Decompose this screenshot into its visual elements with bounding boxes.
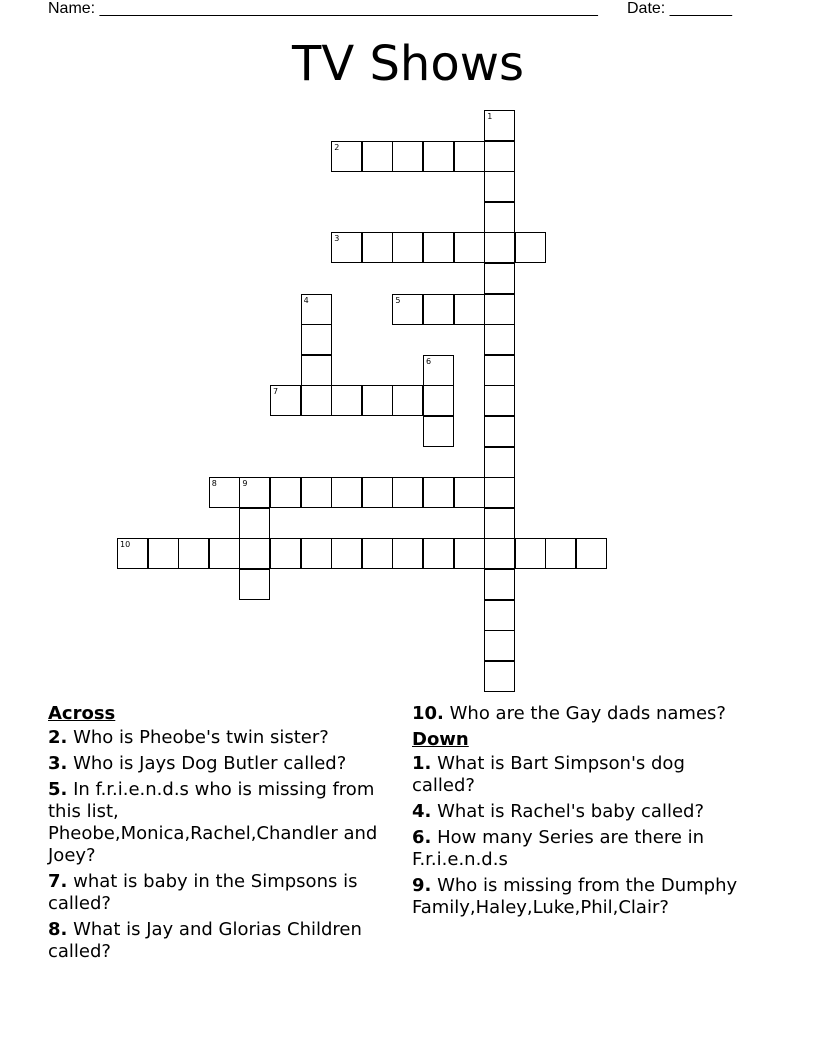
grid-cell[interactable]	[423, 477, 454, 508]
grid-cell-8[interactable]	[209, 477, 240, 508]
clue-item-text: What is Jay and Glorias Children called?	[48, 919, 362, 962]
clue-item-text: What is Bart Simpson's dog called?	[412, 753, 685, 796]
grid-cell[interactable]	[301, 355, 332, 386]
grid-cell[interactable]	[362, 232, 393, 263]
grid-cell[interactable]	[484, 630, 515, 661]
grid-cell[interactable]	[484, 447, 515, 478]
grid-cell[interactable]	[484, 661, 515, 692]
clue-item-number: 3.	[48, 753, 68, 774]
clue-item	[412, 753, 752, 797]
clue-number: 7	[273, 387, 279, 397]
grid-cell[interactable]	[239, 508, 270, 539]
grid-cell[interactable]	[454, 141, 485, 172]
across-heading: Across	[48, 703, 116, 724]
grid-cell[interactable]	[270, 538, 301, 569]
grid-cell[interactable]	[423, 232, 454, 263]
grid-cell[interactable]	[484, 355, 515, 386]
grid-cell[interactable]	[392, 385, 423, 416]
clue-item	[48, 919, 388, 963]
grid-cell[interactable]	[484, 385, 515, 416]
grid-cell[interactable]	[301, 538, 332, 569]
clue-number: 6	[426, 356, 432, 366]
grid-cell-9[interactable]	[239, 477, 270, 508]
date-field-label: Date: _______	[627, 0, 732, 17]
clue-item-text: Who are the Gay dads names?	[443, 703, 726, 724]
grid-cell-10[interactable]	[117, 538, 148, 569]
grid-cell[interactable]	[423, 385, 454, 416]
clue-number: 10	[120, 540, 131, 550]
grid-cell[interactable]	[484, 538, 515, 569]
grid-cell-1[interactable]	[484, 110, 515, 141]
grid-cell[interactable]	[362, 141, 393, 172]
clue-number: 4	[303, 295, 309, 305]
clues-right-column	[412, 703, 752, 923]
clue-item-text: Who is Jays Dog Butler called?	[67, 753, 347, 774]
grid-cell[interactable]	[484, 569, 515, 600]
clue-number: 5	[395, 295, 401, 305]
clue-item-number: 8.	[48, 919, 68, 940]
grid-cell[interactable]	[392, 477, 423, 508]
grid-cell[interactable]	[301, 477, 332, 508]
grid-cell[interactable]	[239, 538, 270, 569]
clue-item	[412, 801, 752, 823]
grid-cell-6[interactable]	[423, 355, 454, 386]
grid-cell-4[interactable]	[301, 294, 332, 325]
grid-cell[interactable]	[423, 294, 454, 325]
grid-cell[interactable]	[515, 232, 546, 263]
grid-cell[interactable]	[423, 538, 454, 569]
clue-item-text: What is Rachel's baby called?	[431, 801, 705, 822]
grid-cell[interactable]	[484, 477, 515, 508]
grid-cell[interactable]	[484, 294, 515, 325]
clue-item-text: Who is Pheobe's twin sister?	[67, 727, 329, 748]
clue-number: 3	[334, 234, 340, 244]
grid-cell[interactable]	[331, 538, 362, 569]
clue-item	[412, 703, 752, 725]
clue-item	[412, 827, 752, 871]
down-clue-list	[412, 753, 752, 919]
grid-cell[interactable]	[362, 477, 393, 508]
clue-item-number: 9.	[412, 875, 432, 896]
grid-cell-5[interactable]	[392, 294, 423, 325]
grid-cell-3[interactable]	[331, 232, 362, 263]
grid-cell[interactable]	[270, 477, 301, 508]
grid-cell[interactable]	[484, 232, 515, 263]
clue-item	[48, 727, 388, 749]
grid-cell[interactable]	[484, 416, 515, 447]
across-clue-list	[48, 727, 388, 963]
across-clue-list-continued	[412, 703, 752, 725]
grid-cell[interactable]	[484, 171, 515, 202]
grid-cell[interactable]	[484, 141, 515, 172]
grid-cell[interactable]	[392, 141, 423, 172]
name-field-label: Name: ________________________________________________________	[48, 0, 598, 17]
clue-item-text: How many Series are there in F.r.i.e.n.d.s	[412, 827, 705, 870]
grid-cell[interactable]	[362, 385, 393, 416]
clue-item-text: what is baby in the Simpsons is called?	[48, 871, 358, 914]
grid-cell[interactable]	[331, 385, 362, 416]
grid-cell[interactable]	[484, 508, 515, 539]
grid-cell[interactable]	[484, 202, 515, 233]
grid-cell[interactable]	[362, 538, 393, 569]
grid-cell[interactable]	[484, 600, 515, 631]
grid-cell[interactable]	[484, 263, 515, 294]
grid-cell[interactable]	[576, 538, 607, 569]
grid-cell-2[interactable]	[331, 141, 362, 172]
grid-cell[interactable]	[454, 477, 485, 508]
clue-number: 9	[242, 479, 248, 489]
clue-item-number: 7.	[48, 871, 68, 892]
clue-item-number: 2.	[48, 727, 68, 748]
grid-cell[interactable]	[301, 324, 332, 355]
page-title: TV Shows	[292, 36, 524, 92]
grid-cell[interactable]	[484, 324, 515, 355]
clue-item-number: 6.	[412, 827, 432, 848]
clue-item-number: 1.	[412, 753, 432, 774]
grid-cell[interactable]	[148, 538, 179, 569]
grid-cell[interactable]	[515, 538, 546, 569]
clue-number: 2	[334, 142, 340, 152]
down-heading: Down	[412, 729, 469, 750]
clues-left-column	[48, 703, 388, 967]
clue-item-number: 10.	[412, 703, 444, 724]
clue-item-text: Who is missing from the Dumphy Family,Haley,Luke,Phil,Clair?	[412, 875, 738, 918]
grid-cell[interactable]	[545, 538, 576, 569]
grid-cell[interactable]	[454, 294, 485, 325]
grid-cell-7[interactable]	[270, 385, 301, 416]
clue-item	[48, 779, 388, 867]
grid-cell[interactable]	[239, 569, 270, 600]
clue-item-text: In f.r.i.e.n.d.s who is missing from this list, Pheobe,Monica,Rachel,Chandler and Joey?	[48, 779, 378, 866]
grid-cell[interactable]	[392, 232, 423, 263]
grid-cell[interactable]	[454, 538, 485, 569]
clue-item-number: 4.	[412, 801, 432, 822]
grid-cell[interactable]	[423, 141, 454, 172]
grid-cell[interactable]	[178, 538, 209, 569]
grid-cell[interactable]	[392, 538, 423, 569]
grid-cell[interactable]	[423, 416, 454, 447]
grid-cell[interactable]	[301, 385, 332, 416]
clue-item	[48, 753, 388, 775]
clue-number: 1	[487, 112, 493, 121]
grid-cell[interactable]	[331, 477, 362, 508]
clue-item	[48, 871, 388, 915]
clue-item	[412, 875, 752, 919]
clue-item-number: 5.	[48, 779, 68, 800]
grid-cell[interactable]	[209, 538, 240, 569]
grid-cell[interactable]	[454, 232, 485, 263]
clue-number: 8	[211, 479, 217, 489]
